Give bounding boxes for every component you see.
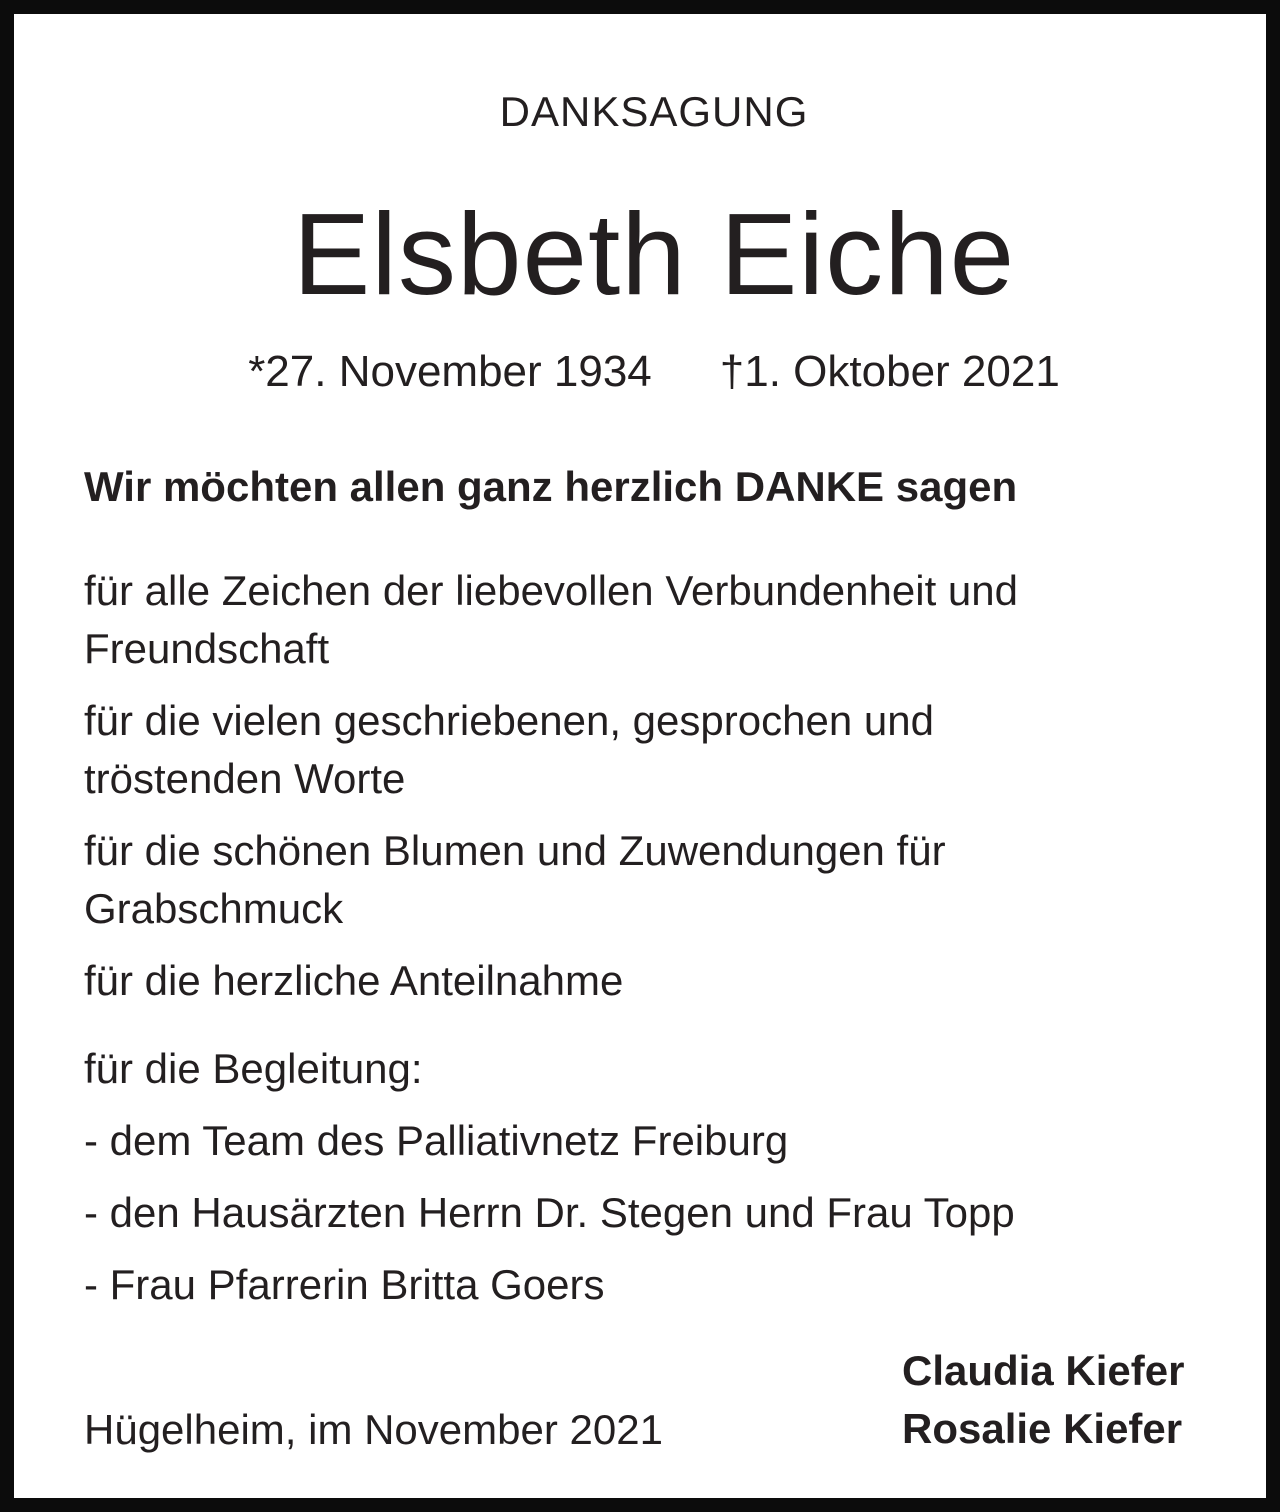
signer-name: Claudia Kiefer [902, 1347, 1185, 1394]
thanks-line: für die schönen Blumen und Zuwendungen für [84, 827, 946, 874]
thanks-item [84, 952, 1224, 1010]
signer-name: Rosalie Kiefer [902, 1405, 1183, 1452]
life-dates [14, 344, 1280, 400]
accompaniment-item: - Frau Pfarrerin Britta Goers [84, 1261, 605, 1308]
thanks-line: für die herzliche Anteilnahme [84, 957, 624, 1004]
thanks-line: tröstenden Worte [84, 755, 406, 802]
thanks-headline: Wir möchten allen ganz herzlich DANKE sagen [84, 463, 1018, 510]
accompaniment-item: - dem Team des Palliativnetz Freiburg [84, 1117, 789, 1164]
place-date: Hügelheim, im November 2021 [84, 1406, 663, 1453]
thanks-line: Grabschmuck [84, 885, 344, 932]
signers [902, 1342, 1184, 1458]
thanks-line: Freundschaft [84, 625, 330, 672]
thanks-line: für alle Zeichen der liebevollen Verbundenheit und [84, 567, 1018, 614]
thanks-item [84, 562, 1224, 678]
notice-heading: DANKSAGUNG [499, 88, 809, 135]
birth-date: *27. November 1934 [248, 347, 652, 396]
death-date: †1. Oktober 2021 [719, 347, 1060, 396]
accompaniment-intro: für die Begleitung: [84, 1045, 423, 1092]
accompaniment-item: - den Hausärzten Herrn Dr. Stegen und Frau Topp [84, 1189, 1015, 1236]
thanks-list [84, 562, 1224, 1010]
thanks-item [84, 692, 1224, 808]
deceased-name: Elsbeth Eiche [292, 189, 1016, 319]
thanks-line: für die vielen geschriebenen, gesprochen und [84, 697, 934, 744]
thanks-item [84, 822, 1224, 938]
accompaniment-section [84, 1040, 1015, 1328]
